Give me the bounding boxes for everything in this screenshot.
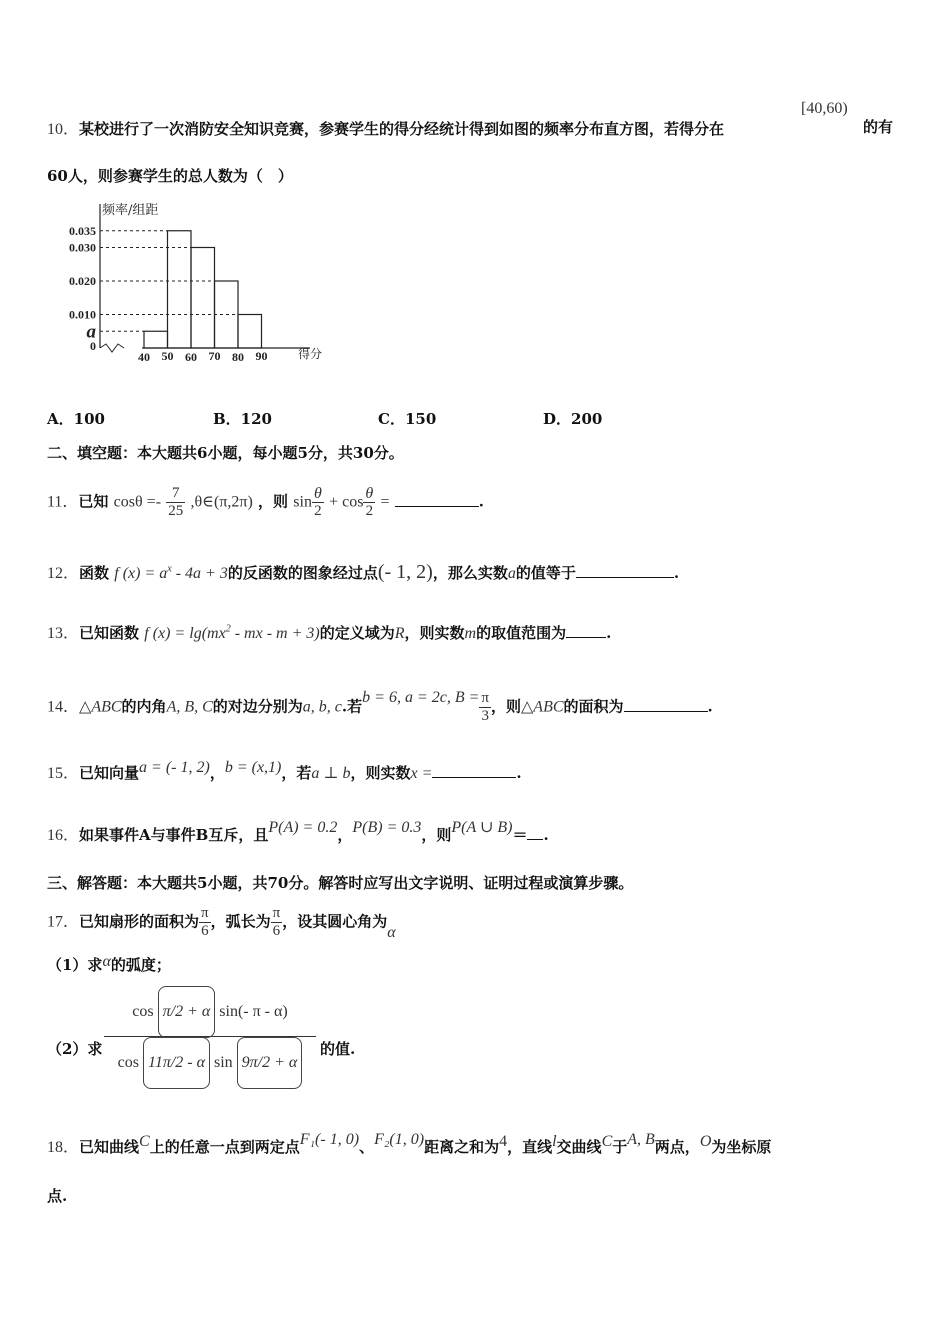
option-d[interactable]: D．200 [543,410,603,428]
q17-expression [104,986,316,1087]
x-tick-label: 80 [232,350,244,364]
option-a[interactable]: A．100 [47,410,105,428]
y-tick-label: 0.010 [69,307,96,322]
histogram-bar [144,331,168,348]
x-tick-label: 60 [185,350,197,364]
q16-blank[interactable] [527,825,543,840]
q13-blank[interactable] [566,623,606,638]
section-2-heading: 二、填空题：本大题共6小题，每小题5分，共30分。 [47,444,404,462]
x-tick-label: 70 [208,349,221,363]
section-3-heading: 三、解答题：本大题共5小题，共70分。解答时应写出文字说明、证明过程或演算步骤。 [47,874,634,892]
histogram-bar [238,315,262,349]
axis-break [100,344,124,352]
q17-part2-label: （2）求 [47,1040,103,1058]
y-tick-label: a [86,321,96,343]
x-axis-label: 得分 [298,347,323,361]
q17: 17．已知扇形的面积为 $\frac{\pi}{6}$ ，弧长为 $\frac{\pi}{6}$ ，设其圆心角为α [47,905,396,941]
frequency-histogram [60,198,340,370]
q11-blank[interactable] [395,492,479,507]
histogram-bar [168,231,192,348]
y-tick-label: 0.020 [69,274,96,288]
x-tick-label: 40 [138,350,150,364]
q11: 11．已知 cosθ =- $\frac{7}{25}$ ,θ∈(π,2π) ，则 sin $\frac{\theta}{2}$ + cos $\frac{\theta}{2}$ = . [47,485,485,519]
q15: 15．已知向量a = (- 1, 2)，b = (x,1)，若a ⊥ b，则实数x = . [47,759,522,782]
q14: 14．△ABC的内角A, B, C的对边分别为a, b, c.若b = 6, a = 2c, B = $\frac{\pi}{3}$ ，则△ABC的面积为 . [47,688,713,724]
y-axis-label: 频率/组距 [102,203,159,218]
q10-line2: 60人，则参赛学生的总人数为（ ） [47,167,293,185]
q10-line1: 10．某校进行了一次消防安全知识竞赛，参赛学生的得分经统计得到如图的频率分布直方图，若得分在 [47,120,725,138]
y-tick-label: 0.035 [69,223,96,238]
option-c[interactable]: C．150 [378,410,437,428]
q10-interval: [40,60) [801,100,848,117]
q18: 18．已知曲线C上的任意一点到两定点F₁(- 1, 0)、F₂(1, 0)距离之和为4，直线l交曲线C于A, B两点，O为坐标原 [47,1131,772,1156]
x-tick-label: 50 [161,349,174,363]
q14-blank[interactable] [624,697,708,712]
y-tick-label: 0.030 [69,240,96,255]
q17-part2-end: 的值. [320,1040,356,1058]
q12-blank[interactable] [576,563,674,578]
option-b[interactable]: B．120 [213,410,272,428]
q10-text-b: 的有 [863,118,894,136]
q15-blank[interactable] [432,763,516,778]
q18-line2: 点. [47,1187,68,1205]
histogram-bar [191,248,215,349]
q17-denominator: cos 11π/2 - α sin 9π/2 + α [104,1037,316,1087]
y-tick-label: 0 [90,339,96,353]
q17-numerator: cos π/2 + α sin(- π - α) [104,986,316,1037]
q17-part1: （1）求α的弧度； [47,953,171,974]
x-tick-label: 90 [255,349,268,363]
q16: 16．如果事件A与事件B互斥，且P(A) = 0.2，P(B) = 0.3，则P(A ∪ B)＝ . [47,819,549,844]
q13: 13．已知函数 f $(x) = \lg(mx^2$ - mx - m + 3)的定义域为R，则实数m的取值范围为 . [47,623,612,642]
q12: 12．函数 f $(x) = a^x - 4a + 3$的反函数的图象经过点(- 1, 2)，那么实数a的值等于 . [47,561,680,583]
